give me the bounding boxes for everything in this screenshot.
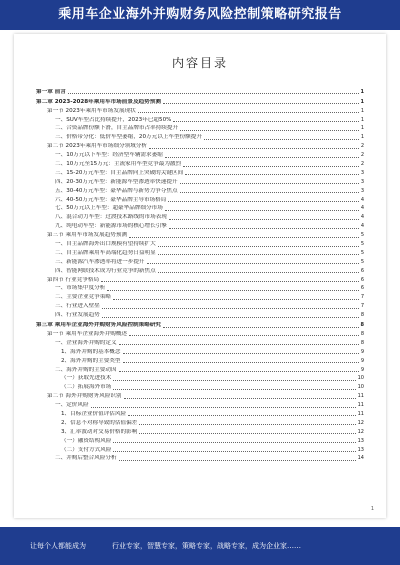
toc-entry-page: 8: [360, 322, 364, 329]
toc-leader-dots: [180, 130, 359, 131]
toc-entry-text: 第一节 乘用车企业海外并购概述: [47, 330, 128, 337]
toc-entry-text: 三、新能源汽车渗透率将进一步提升: [55, 258, 145, 265]
report-title: 乘用车企业海外并购财务风险控制策略研究报告: [58, 7, 342, 22]
toc-leader-dots: [119, 460, 356, 461]
toc-entry-text: 四、智能网联技术成为行业竞争的新焦点: [55, 267, 156, 274]
toc-leader-dots: [204, 139, 359, 140]
toc-leader-dots: [165, 157, 359, 158]
toc-entry-page: 8: [360, 312, 364, 319]
toc-entry-text: 三、15-20万元车型：自主品牌向上突破的关键区间: [55, 169, 184, 176]
toc-entry-page: 5: [360, 241, 364, 248]
toc-entry-page: 5: [360, 232, 364, 239]
toc-entry[interactable]: [36, 150, 364, 159]
toc-entry[interactable]: [36, 132, 364, 141]
toc-entry-page: 3: [360, 169, 364, 176]
toc-entry[interactable]: [36, 106, 364, 115]
footer-slogan: 让每个人都能成为: [30, 542, 86, 550]
toc-entry-text: 2、海外并购的主要类型: [61, 357, 121, 364]
toc-entry[interactable]: [36, 338, 364, 347]
toc-entry-page: 11: [357, 410, 364, 417]
toc-leader-dots: [101, 281, 359, 282]
toc-leader-dots: [149, 148, 359, 149]
toc-entry-text: 二、自主品牌乘用车高端化趋势日益明显: [55, 249, 156, 256]
toc-entry[interactable]: [36, 124, 364, 133]
toc-entry-page: 4: [360, 214, 364, 221]
toc-entry-text: 第二节 海外并购财务风险识别: [47, 393, 122, 400]
toc-entry-page: 5: [360, 258, 364, 265]
toc-entry[interactable]: [36, 221, 364, 230]
toc-entry-text: 三、行业进入壁垒: [55, 303, 100, 310]
toc-entry-text: 一、企业海外并购的定义: [55, 339, 117, 346]
toc-entry[interactable]: [36, 275, 364, 284]
toc-entry-text: 2、信息不对称导致的估值偏差: [61, 419, 138, 426]
toc-entry-page: 8: [360, 339, 364, 346]
toc-entry[interactable]: [36, 204, 364, 213]
toc-entry-text: 二、合资品牌份额下滑，自主品牌市占率持续提升: [55, 125, 179, 132]
toc-entry-text: 第一节 2023年乘用车市场发展现状: [47, 107, 136, 114]
toc-entry-page: 12: [357, 419, 364, 426]
toc-leader-dots: [68, 93, 359, 94]
toc-entry-page: 12: [357, 428, 364, 435]
toc-entry[interactable]: [36, 427, 364, 436]
toc-entry[interactable]: [36, 445, 364, 454]
toc-entry[interactable]: [36, 391, 364, 400]
footer-banner: [0, 527, 400, 565]
toc-entry-page: 1: [360, 116, 364, 123]
toc-entry[interactable]: [36, 97, 364, 106]
toc-leader-dots: [91, 407, 356, 408]
toc-leader-dots: [119, 371, 359, 372]
toc-leader-dots: [168, 201, 358, 202]
toc-entry-page: 1: [360, 134, 364, 141]
toc-entry-page: 4: [360, 196, 364, 203]
toc-entry-text: 四、20-30万元车型：新能源车型渗透率快速提升: [55, 178, 178, 185]
toc-entry-page: 2: [360, 161, 364, 168]
toc-entry-page: 1: [360, 88, 364, 95]
toc-entry[interactable]: [36, 400, 364, 409]
toc-leader-dots: [129, 335, 359, 336]
toc-leader-dots: [169, 219, 359, 220]
toc-entry-text: 第四节 行业竞争格局: [47, 276, 100, 283]
toc-entry-text: 二、海外并购的主要动因: [55, 366, 117, 373]
toc-entry-text: 第二节 2023年乘用车市场细分领域分析: [47, 143, 147, 150]
toc-entry-text: 一、自主品牌海外出口规模有望持续扩大: [55, 241, 156, 248]
toc-leader-dots: [173, 121, 358, 122]
toc-leader-dots: [113, 299, 359, 300]
toc-entry-page: 2: [360, 143, 364, 150]
page-number: 1: [370, 506, 374, 512]
toc-entry[interactable]: [36, 382, 364, 391]
toc-entry-page: 6: [360, 267, 364, 274]
toc-leader-dots: [113, 389, 355, 390]
toc-entry-page: 2: [360, 152, 364, 159]
toc-entry-text: 一、市场集中度分析: [55, 285, 106, 292]
toc-entry-page: 10: [357, 384, 364, 391]
toc-entry[interactable]: [36, 301, 364, 310]
toc-leader-dots: [123, 353, 359, 354]
footer-tags: 行业专家，智慧专家，策略专家，战略专家，成为企业家……: [112, 542, 301, 550]
toc-entry[interactable]: [36, 230, 364, 239]
toc-entry[interactable]: [36, 168, 364, 177]
toc-entry-page: 13: [357, 437, 364, 444]
toc-entry-page: 3: [360, 187, 364, 194]
toc-entry-text: 二、并购后整合风险分析: [55, 455, 117, 462]
toc-entry[interactable]: [36, 292, 364, 301]
toc-entry[interactable]: [36, 266, 364, 275]
toc-leader-dots: [102, 317, 359, 318]
toc-leader-dots: [128, 415, 356, 416]
toc-entry-text: 二、10万元至15万元：主流家用车型竞争最为激烈: [55, 161, 182, 168]
toc-leader-dots: [129, 237, 359, 238]
toc-entry-text: （二）拓展海外市场: [61, 384, 112, 391]
toc-entry-page: 7: [360, 294, 364, 301]
toc-leader-dots: [165, 210, 359, 211]
toc-leader-dots: [138, 112, 359, 113]
toc-entry-text: 第二章 2023-2028年乘用车市场前景及趋势预测: [36, 98, 161, 105]
toc-entry-page: 13: [357, 446, 364, 453]
toc-entry-text: 九、纯电动车型：新能源市场的核心增长引擎: [55, 223, 167, 230]
toc-entry[interactable]: [36, 356, 364, 365]
toc-entry[interactable]: [36, 454, 364, 463]
toc-leader-dots: [185, 174, 359, 175]
toc-entry[interactable]: [36, 248, 364, 257]
toc-leader-dots: [180, 183, 359, 184]
toc-entry-text: 三、价格带分化：低价车型萎缩，20万元以上车型份额提升: [55, 134, 202, 141]
toc-entry[interactable]: [36, 212, 364, 221]
toc-entry[interactable]: [36, 409, 364, 418]
toc-entry[interactable]: [36, 239, 364, 248]
toc-leader-dots: [169, 228, 359, 229]
toc-leader-dots: [124, 398, 356, 399]
toc-entry-text: 七、50万元以上车型：超豪华品牌细分市场: [55, 205, 163, 212]
toc-entry-text: 一、定价风险: [55, 402, 89, 409]
toc-leader-dots: [113, 380, 355, 381]
toc-entry[interactable]: [36, 374, 364, 383]
toc-entry-page: 1: [360, 98, 364, 105]
toc-entry-page: 10: [357, 375, 364, 382]
toc-entry-page: 6: [360, 285, 364, 292]
toc-entry-page: 11: [357, 402, 364, 409]
toc-entry-page: 1: [360, 107, 364, 114]
toc-entry-text: 3、汇率波动对交易价格的影响: [61, 428, 138, 435]
toc-leader-dots: [147, 263, 359, 264]
toc-entry-text: （一）融资结构风险: [61, 437, 112, 444]
toc-leader-dots: [119, 344, 359, 345]
toc-entry[interactable]: [36, 347, 364, 356]
toc-entry[interactable]: [36, 186, 364, 195]
toc-entry-page: 6: [360, 276, 364, 283]
toc-entry-page: 8: [360, 330, 364, 337]
toc-entry-text: 五、30-40万元车型：豪华品牌与新势力争夺焦点: [55, 187, 178, 194]
toc-entry-page: 1: [360, 125, 364, 132]
toc-entry-text: 第三节 乘用车市场发展趋势预测: [47, 232, 128, 239]
toc-entry[interactable]: [36, 284, 364, 293]
toc-leader-dots: [139, 433, 355, 434]
toc-entry-text: 四、行业发展趋势: [55, 312, 100, 319]
toc-entry-page: 7: [360, 303, 364, 310]
toc-leader-dots: [102, 308, 359, 309]
toc-entry-text: 第三章 乘用车企业海外并购财务风险控制策略研究: [36, 322, 162, 329]
toc-entry-page: 4: [360, 205, 364, 212]
toc-leader-dots: [113, 442, 355, 443]
toc-entry-text: （二）支付方式风险: [61, 446, 112, 453]
toc-leader-dots: [163, 103, 359, 104]
toc-title: 内容目录: [171, 56, 228, 70]
toc-entry[interactable]: [36, 195, 364, 204]
toc-entry-page: 9: [360, 348, 364, 355]
toc-leader-dots: [158, 254, 359, 255]
toc-leader-dots: [113, 451, 355, 452]
toc-entry-page: 11: [357, 393, 364, 400]
toc-entry-page: 3: [360, 178, 364, 185]
toc-entry-text: 1、目标企业价值评估风险: [61, 410, 127, 417]
toc-entry[interactable]: [36, 320, 364, 329]
toc-leader-dots: [163, 327, 359, 328]
toc-entry-page: 9: [360, 357, 364, 364]
toc-leader-dots: [158, 246, 359, 247]
toc-entry-text: 二、主要企业竞争策略: [55, 294, 111, 301]
toc-entry[interactable]: [36, 257, 364, 266]
toc-entry-text: （一）获取先进技术: [61, 375, 112, 382]
toc-entry[interactable]: [36, 365, 364, 374]
toc-entry-text: 八、混合动力车型：过渡技术路线的市场表现: [55, 214, 167, 221]
toc-entry[interactable]: [36, 418, 364, 427]
toc-entry-page: 9: [360, 366, 364, 373]
toc-leader-dots: [107, 290, 358, 291]
toc-entry-text: 一、10万元以下车型：经济型车辆需求萎缩: [55, 152, 163, 159]
toc-leader-dots: [180, 192, 359, 193]
toc-entry[interactable]: [36, 177, 364, 186]
toc-entry[interactable]: [36, 329, 364, 338]
toc-entry-page: 4: [360, 223, 364, 230]
report-header: [0, 0, 400, 30]
toc-entry[interactable]: [36, 436, 364, 445]
toc-entry[interactable]: [36, 115, 364, 124]
toc-entry[interactable]: [36, 159, 364, 168]
document-page: [14, 34, 386, 518]
toc-list: [36, 86, 364, 462]
toc-leader-dots: [123, 362, 359, 363]
toc-entry-text: 六、40-50万元车型：豪华品牌主导市场格局: [55, 196, 167, 203]
toc-entry-page: 5: [360, 249, 364, 256]
toc-entry-text: 1、海外并购的基本概念: [61, 348, 121, 355]
toc-leader-dots: [183, 166, 359, 167]
toc-leader-dots: [158, 272, 359, 273]
toc-entry-page: 14: [357, 455, 364, 462]
toc-entry[interactable]: [36, 310, 364, 319]
toc-entry[interactable]: [36, 141, 364, 150]
toc-entry[interactable]: [36, 87, 364, 96]
toc-leader-dots: [139, 424, 355, 425]
toc-entry-text: 一、SUV车型占比持续提升，2023年已超50%: [55, 116, 172, 123]
toc-entry-text: 第一章 前言: [36, 88, 66, 95]
